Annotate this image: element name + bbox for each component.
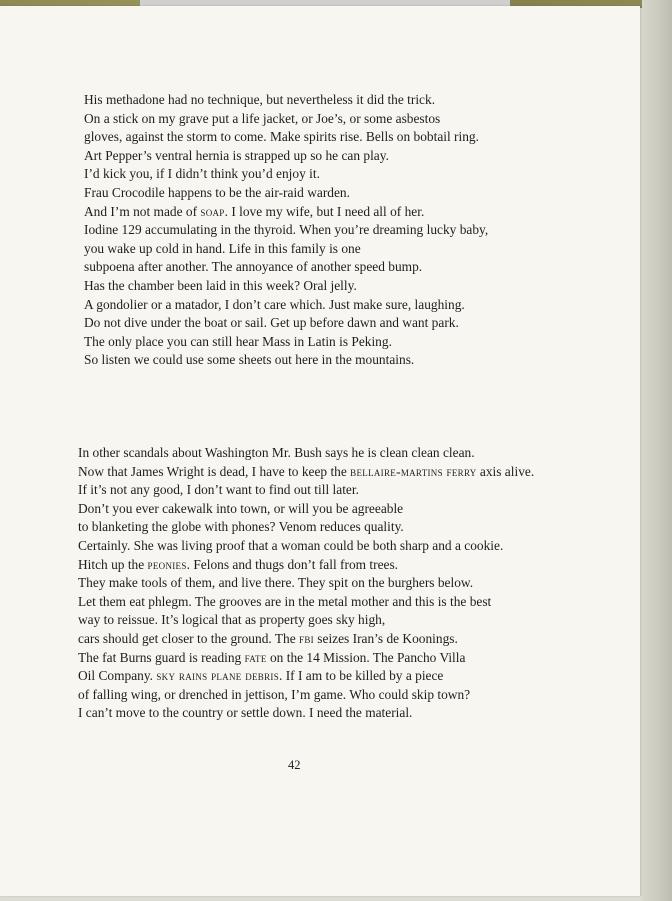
poem-line xyxy=(84,203,488,222)
small-caps-text: bellaire-martins ferry xyxy=(350,463,477,479)
line-text: Hitch up the xyxy=(78,556,148,572)
poem-line xyxy=(84,184,488,203)
small-caps-text: fbi xyxy=(299,630,314,646)
line-text: So listen we could use some sheets out here in the mountains. xyxy=(84,352,415,368)
small-caps-text: sky rains plane debris xyxy=(156,668,280,684)
poem-line xyxy=(84,351,488,370)
line-text: Iodine 129 accumulating in the thyroid. When you’re dreaming lucky baby, xyxy=(84,222,489,238)
small-caps-text: peonies xyxy=(147,556,187,572)
poem-line xyxy=(84,296,488,315)
poem-line xyxy=(84,165,488,184)
line-text: Don’t you ever cakewalk into town, or will you be agreeable xyxy=(78,500,404,516)
scan-border-right xyxy=(642,0,672,901)
line-text: Oil Company. xyxy=(78,668,157,684)
line-text: to blanketing the globe with phones? Venom reduces quality. xyxy=(78,519,404,535)
line-text: cars should get closer to the ground. The xyxy=(78,630,300,646)
line-text: His methadone had no technique, but nevertheless it did the trick. xyxy=(84,92,436,107)
line-text: Frau Crocodile happens to be the air-raid warden. xyxy=(84,184,350,200)
poem-line xyxy=(78,537,534,556)
poem-line xyxy=(78,686,534,705)
poem-line xyxy=(78,444,534,463)
poem-line xyxy=(84,333,488,352)
line-text: way to reissue. It’s logical that as property goes sky high, xyxy=(78,612,386,628)
poem-line xyxy=(78,667,534,686)
line-text: In other scandals about Washington Mr. Bush says he is clean clean clean. xyxy=(78,445,475,460)
poem-line xyxy=(84,258,488,277)
line-text: Do not dive under the boat or sail. Get up before dawn and want park. xyxy=(84,315,459,331)
poem-stanza-2 xyxy=(78,444,534,723)
poem-line xyxy=(84,240,488,259)
page-number: 42 xyxy=(288,758,301,772)
line-text: On a stick on my grave put a life jacket, or Joe’s, or some asbestos xyxy=(84,110,441,126)
poem-line xyxy=(78,556,534,575)
line-text: seizes Iran’s de Koonings. xyxy=(313,630,458,646)
line-text: I’d kick you, if I didn’t think you’d enjoy it. xyxy=(84,166,320,182)
line-text: gloves, against the storm to come. Make spirits rise. Bells on bobtail ring. xyxy=(84,129,479,145)
small-caps-text: fate xyxy=(244,649,267,665)
poem-line xyxy=(84,147,488,166)
poem-line xyxy=(84,314,488,333)
line-text: I can’t move to the country or settle down. I need the material. xyxy=(78,705,413,721)
line-text: Has the chamber been laid in this week? Oral jelly. xyxy=(84,277,357,293)
poem-line xyxy=(78,649,534,668)
line-text: Now that James Wright is dead, I have to keep the xyxy=(78,463,351,479)
poem-line xyxy=(84,277,488,296)
line-text: . I love my wife, but I need all of her. xyxy=(224,203,425,219)
line-text: on the 14 Mission. The Pancho Villa xyxy=(266,649,466,665)
line-text: you wake up cold in hand. Life in this family is one xyxy=(84,240,361,256)
line-text: . Felons and thugs don’t fall from trees. xyxy=(186,556,399,572)
line-text: of falling wing, or drenched in jettison, I’m game. Who could skip town? xyxy=(78,686,471,702)
line-text: . If I am to be killed by a piece xyxy=(279,668,444,684)
line-text: The only place you can still hear Mass in Latin is Peking. xyxy=(84,333,392,349)
poem-line xyxy=(84,128,488,147)
poem-line xyxy=(78,704,534,723)
poem-line xyxy=(78,500,534,519)
line-text: Certainly. She was living proof that a woman could be both sharp and a cookie. xyxy=(78,537,504,553)
line-text: And I’m not made of xyxy=(84,203,201,219)
book-page xyxy=(0,6,640,896)
line-text: They make tools of them, and live there. They spit on the burghers below. xyxy=(78,575,474,591)
poem-line xyxy=(84,91,488,110)
line-text: Let them eat phlegm. The grooves are in the metal mother and this is the best xyxy=(78,593,492,609)
poem-line xyxy=(78,574,534,593)
line-text: If it’s not any good, I don’t want to find out till later. xyxy=(78,482,359,498)
poem-line xyxy=(78,611,534,630)
poem-line xyxy=(78,463,534,482)
line-text: subpoena after another. The annoyance of another speed bump. xyxy=(84,259,423,275)
line-text: A gondolier or a matador, I don’t care which. Just make sure, laughing. xyxy=(84,296,465,312)
poem-line xyxy=(84,221,488,240)
line-text: axis alive. xyxy=(476,463,535,479)
poem-line xyxy=(78,630,534,649)
poem-line xyxy=(78,481,534,500)
line-text: The fat Burns guard is reading xyxy=(78,649,245,665)
line-text: Art Pepper’s ventral hernia is strapped up so he can play. xyxy=(84,147,389,163)
poem-stanza-1 xyxy=(84,91,488,370)
small-caps-text: soap xyxy=(200,203,225,219)
poem-line xyxy=(84,110,488,129)
poem-line xyxy=(78,593,534,612)
poem-line xyxy=(78,518,534,537)
